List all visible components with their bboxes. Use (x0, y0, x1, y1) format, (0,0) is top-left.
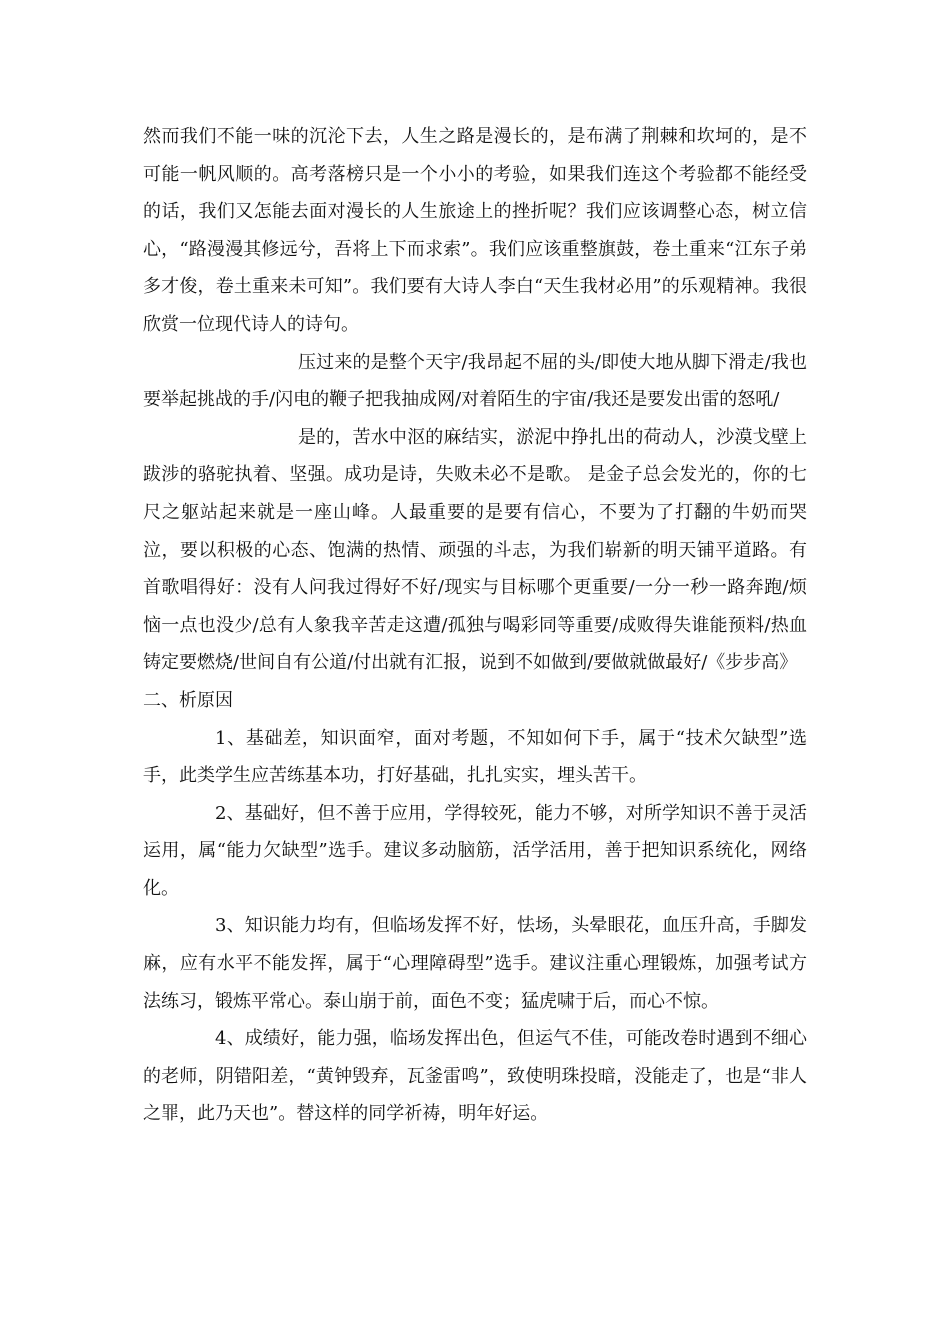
document-body (143, 118, 807, 1133)
cause-item-1: 1、基础差，知识面窄，面对考题，不知如何下手，属于“技术欠缺型”选手，此类学生应苦练基本功，打好基础，扎扎实实，埋头苦干。 (143, 727, 807, 787)
cause-item-3: 3、知识能力均有，但临场发挥不好，怯场，头晕眼花，血压升高，手脚发麻，应有水平不能发挥，属于“心理障碍型”选手。建议注重心理锻炼，加强考试方法练习，锻炼平常心。泰山崩于前，面色不变；猛虎啸于后，而心不惊。 (143, 915, 807, 1012)
paragraph-confidence-song: 是的，苦水中沤的麻结实，淤泥中挣扎出的荷动人，沙漠戈壁上跋涉的骆驼执着、坚强。成功是诗，失败未必不是歌。 是金子总会发光的，你的七尺之躯站起来就是一座山峰。人最重要的是要有信心，不要为了打翻的牛奶而哭泣，要以积极的心态、饱满的热情、顽强的斗志，为我们崭新的明天铺平道路。有首歌唱得好：没有人问我过得好不好/现实与目标哪个更重要/一分一秒一路奔跑/烦恼一点也没少/总有人象我辛苦走这遭/孤独与喝彩同等重要/成败得失谁能预料/热血铸定要燃烧/世间自有公道/付出就有汇报，说到不如做到/要做就做最好/《步步高》 (143, 426, 807, 674)
poem-quote: 压过来的是整个天宇/我昂起不屈的头/即使大地从脚下滑走/我也要举起挑战的手/闪电的鞭子把我抽成网/对着陌生的宇宙/我还是要发出雷的怒吼/ (143, 351, 807, 411)
paragraph-perseverance: 然而我们不能一味的沉沦下去，人生之路是漫长的，是布满了荆棘和坎坷的，是不可能一帆风顺的。高考落榜只是一个小小的考验，如果我们连这个考验都不能经受的话，我们又怎能去面对漫长的人生旅途上的挫折呢？我们应该调整心态，树立信心，“路漫漫其修远兮，吾将上下而求索”。我们应该重整旗鼓，卷土重来“江东子弟多才俊，卷土重来未可知”。我们要有大诗人李白“天生我材必用”的乐观精神。我很欣赏一位现代诗人的诗句。 (143, 126, 807, 335)
section-heading-analyze-causes: 二、析原因 (143, 689, 233, 711)
cause-item-2: 2、基础好，但不善于应用，学得较死，能力不够，对所学知识不善于灵活运用，属“能力欠缺型”选手。建议多动脑筋，活学活用，善于把知识系统化，网络化。 (143, 802, 807, 899)
cause-item-4: 4、成绩好，能力强，临场发挥出色，但运气不佳，可能改卷时遇到不细心的老师，阴错阳差，“黄钟毁弃，瓦釜雷鸣”，致使明珠投暗，没能走了，也是“非人之罪，此乃天也”。替这样的同学祈祷，明年好运。 (143, 1028, 807, 1125)
